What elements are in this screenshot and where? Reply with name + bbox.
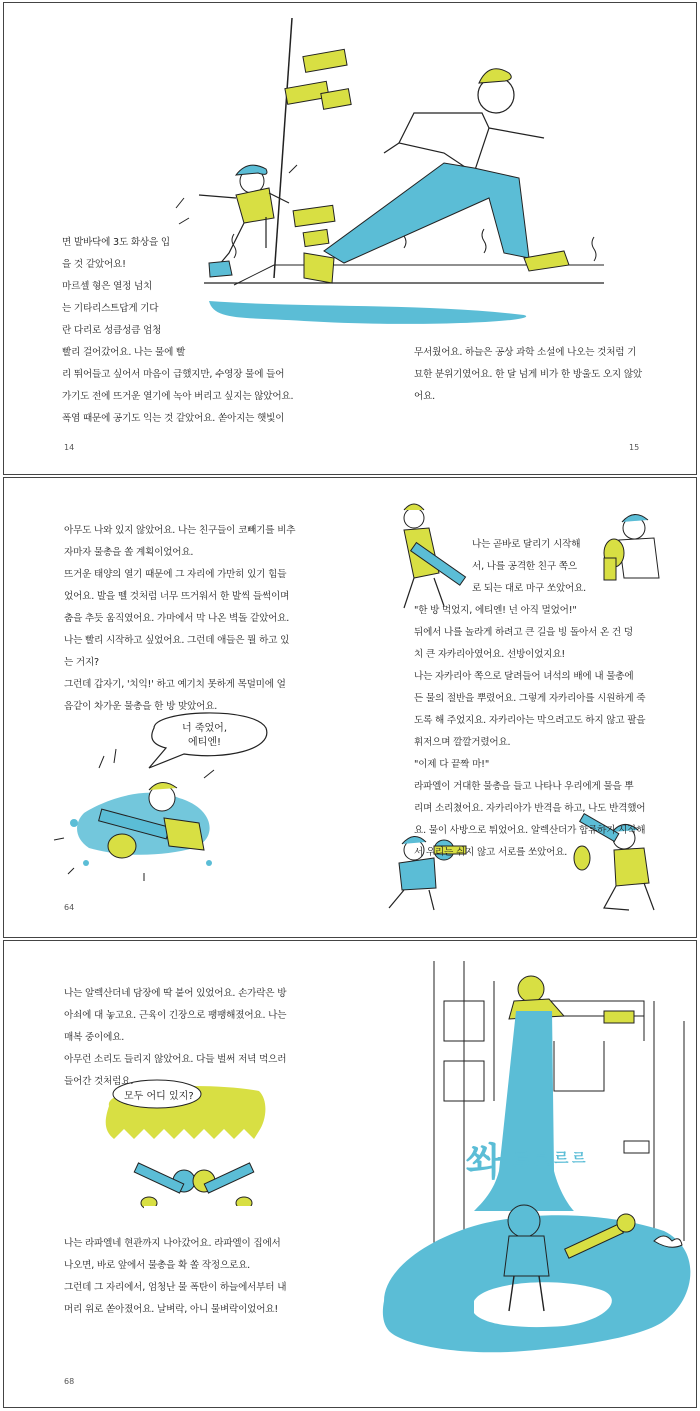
page-68-text-bottom: 나는 라파엘네 현관까지 나아갔어요. 라파엘이 집에서 나오면, 바로 앞에서 물총을 확 쏠 작정으로요. 그런데 그 자리에서, 엄청난 물 폭탄이 하늘에서부터 내 머리 위로 쏟아졌어요. 날벼락, 아니 물벼락이었어요! (64, 1238, 287, 1315)
page-15-text: 무서웠어요. 하늘은 공상 과학 소설에 나오는 것처럼 기 묘한 분위기였어요. 한 달 넘게 비가 한 방울도 오지 않았 어요. (414, 347, 642, 402)
page-14-text-wrapped: 면 발바닥에 3도 화상을 입 을 것 같았어요! 마르셀 형은 열정 넘치 는 기타리스트답게 기다 란 다리로 성큼성큼 엄청 빨리 걸어갔어요. 나는 물에 빨 리 뛰어들고 싶어서 마음이 급했지만, 수영장 물에 들어 가기도 전에 뜨거운 열기에 녹아 버리고 싶지는 않았어요. 폭염 때문에 공기도 익는 것 같았어요. 쏟아지는 햇빛이 (62, 237, 294, 424)
book-spread-3 (3, 940, 697, 1408)
ambush-bubble-text: 모두 어디 있지? (124, 1091, 194, 1102)
page-68-text-top: 나는 알렉산더네 담장에 딱 붙어 있었어요. 손가락은 방 아쇠에 대 놓고요. 근육이 긴장으로 팽팽해졌어요. 나는 매복 중이에요. 아무런 소리도 들리지 않았어요. 다들 벌써 저녁 먹으러 들어간 것처럼요. (64, 988, 287, 1087)
page-number-left: 64 (64, 903, 75, 912)
sfx-syllable-1: 쏴 (466, 1140, 503, 1184)
page-64-text: 아무도 나와 있지 않았어요. 나는 친구들이 코빼기를 비추 자마자 물총을 쏠 계획이었어요. 뜨거운 태양의 열기 때문에 그 자리에 가만히 있기 힘들 었어요. 발을 뗄 것처럼 너무 뜨거워서 한 발씩 들썩이며 춤을 추듯 움직였어요. 가마에서 막 나온 벽돌 같았어요. 나는 빨리 시작하고 싶었어요. 그런데 애들은 뭘 하고 있 는 거지? 그런데 갑자기, '치익!' 하고 예기치 못하게 목덜미에 얼 음같이 차가운 물총을 한 방 맞았어요. (64, 525, 296, 712)
page-number-left: 14 (64, 443, 75, 452)
sfx-syllable-2: 르 (512, 1148, 532, 1172)
sfx-syllable-4: 르 (554, 1149, 569, 1167)
book-spread-1 (3, 2, 697, 475)
page-65-text: "한 방 먹었지, 에티엔! 넌 아직 멀었어!" 뒤에서 나를 놀라게 하려고 큰 길을 빙 돌아서 온 건 덩 치 큰 자카리아였어요. 선방이었지요! 나는 자카리아 쪽으로 달려들어 녀석의 배에 내 물총에 든 물의 절반을 뿌렸어요. 그렇게 자카리아를 시원하게 죽 도록 해 주었지요. 자카리아는 막으려고도 하지 않고 팔을 휘저으며 깔깔거렸어요. "이제 다 끝짝 마!" 라파엘이 거대한 물총을 들고 나타나 우리에게 물을 뿌 리며 소리쳤어요. 자카리아가 반격을 하고, 나도 반격했어 요. 물이 사방으로 튀었어요. 알렉산더가 합류하기 시작해 서 우리는 쉬지 않고 서로를 쏘았어요. (414, 605, 646, 858)
book-spread-2 (3, 477, 697, 938)
page-65-text-top: 나는 곧바로 달리기 시작해 서, 나를 공격한 친구 쪽으 로 되는 대로 마구 쏘았어요. (472, 539, 586, 594)
sfx-syllable-3: 르 (534, 1151, 551, 1171)
page-number-left: 68 (64, 1377, 75, 1386)
sfx-syllable-5: 르 (572, 1151, 586, 1167)
page-number-right: 15 (629, 443, 640, 452)
speech-bubble-text: 너 죽었어, 에티엔! (182, 723, 227, 748)
